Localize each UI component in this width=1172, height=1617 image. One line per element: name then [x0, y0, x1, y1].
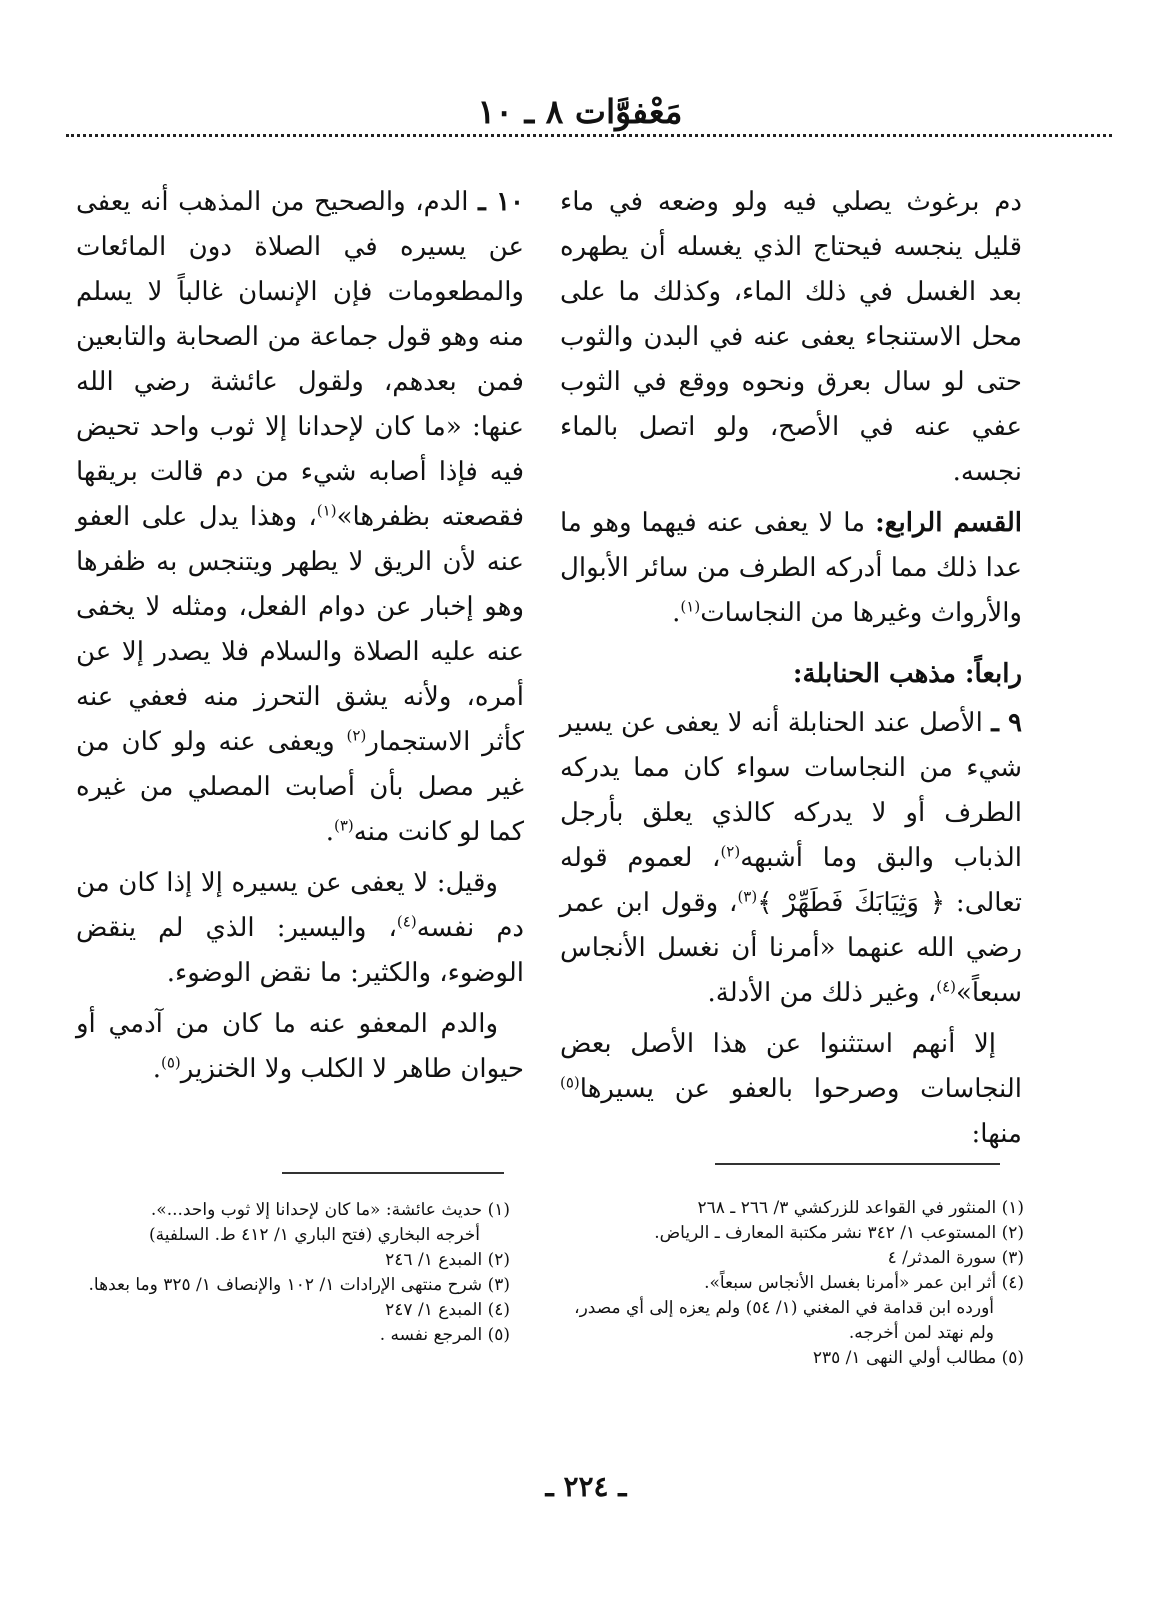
footnote-ref[interactable]: (٤) — [396, 912, 417, 931]
right-text-column — [560, 180, 1022, 1163]
footnote: (٥) المرجع نفسه . — [379, 1325, 510, 1345]
footnote: (٢) المبدع ١/ ٢٤٦ — [385, 1250, 510, 1270]
footnote: (٤) المبدع ١/ ٢٤٧ — [385, 1300, 510, 1320]
paragraph: والدم المعفو عنه ما كان من آدمي أو حيوان طاهر لا الكلب ولا الخنزير$^{(٥)}$. — [76, 1009, 524, 1084]
paragraph: دم برغوث يصلي فيه ولو وضعه في ماء قليل ينجسه فيحتاج الذي يغسله أن يطهره بعد الغسل في ذلك الماء، وكذلك ما على محل الاستنجاء يعفى عنه في البدن والثوب حتى لو سال بعرق ونحوه ووقع في الثوب عفي عنه في الأصح، ولو اتصل بالماء نجسه. — [560, 187, 1022, 487]
section-lead: القسم الرابع: — [875, 508, 1022, 538]
footnote-ref[interactable]: (١) — [680, 597, 701, 616]
footnote-ref[interactable]: (١) — [316, 501, 337, 520]
item-number: ٩ ـ — [991, 708, 1023, 738]
paragraph: ١٠ ـ الدم، والصحيح من المذهب أنه يعفى عن يسيره في الصلاة دون المائعات والمطعومات فإن الإنسان غالباً لا يسلم منه وهو قول جماعة من الصحابة والتابعين فمن بعدهم، ولقول عائشة رضي الله عنها: «ما كان لإحدانا إلا ثوب واحد تحيض فيه فإذا أصابه شيء من دم قالت بريقها فقصعته بظفرها»$^{(١)}$، وهذا يدل على العفو عنه لأن الريق لا يطهر ويتنجس به ظفرها وهو إخبار عن دوام الفعل، ومثله لا يخفى عنه عليه الصلاة والسلام فلا يصدر إلا عن أمره، ولأنه يشق التحرز منه فعفي عنه كأثر الاستجمار$^{(٢)}$ ويعفى عنه ولو كان من غير مصل بأن أصابت المصلي من غيره كما لو كانت منه$^{(٣)}$. — [76, 187, 524, 847]
footnote-continuation: أخرجه البخاري (فتح الباري ١/ ٤١٢ ط. السلفية) — [149, 1225, 480, 1245]
footnote-ref[interactable]: (٥) — [560, 1073, 580, 1092]
paragraph: القسم الرابع: ما لا يعفى عنه فيهما وهو ما عدا ذلك مما أدركه الطرف من سائر الأبوال والأرواث وغيرها من النجاسات$^{(١)}$. — [560, 508, 1022, 628]
footnote-ref[interactable]: (٢) — [346, 726, 367, 745]
page-header-title: مَعْفوَّات ٨ ـ ١٠ — [477, 92, 683, 131]
footnote-ref[interactable]: (٣) — [333, 816, 354, 835]
footnote-ref[interactable]: (٤) — [936, 977, 956, 996]
footnote: (٣) شرح منتهى الإرادات ١/ ١٠٢ والإنصاف ١/ ٣٢٥ وما بعدها. — [88, 1275, 510, 1295]
footnote-ref[interactable]: (٥) — [161, 1053, 181, 1072]
header-dotted-divider — [66, 134, 1112, 137]
paragraph: إلا أنهم استثنوا عن هذا الأصل بعض النجاسات وصرحوا بالعفو عن يسيرها$^{(٥)}$ منها: — [560, 1029, 1022, 1149]
item-number: ١٠ ـ — [478, 187, 524, 217]
footnote: (٥) مطالب أولي النهى ١/ ٢٣٥ — [812, 1348, 1024, 1368]
footnotes-right — [560, 1196, 1024, 1371]
paragraph: ٩ ـ الأصل عند الحنابلة أنه لا يعفى عن يسير شيء من النجاسات سواء كان مما يدركه الطرف أو لا يدركه كالذي يعلق بأرجل الذباب والبق وما أشبهه$^{(٢)}$، لعموم قوله تعالى: ﴿ وَثِيَابَكَ فَطَهِّرْ ﴾$^{(٣)}$، وقول ابن عمر رضي الله عنهما «أمرنا أن نغسل الأنجاس سبعاً»$^{(٤)}$، وغير ذلك من الأدلة. — [560, 708, 1023, 1008]
paragraph: وقيل: لا يعفى عن يسيره إلا إذا كان من دم نفسه$^{(٤)}$، واليسير: الذي لم ينقض الوضوء، والكثير: ما نقض الوضوء. — [76, 868, 524, 988]
footnote-continuation: أورده ابن قدامة في المغني (١/ ٥٤) ولم يعزه إلى أي مصدر، ولم نهتد لمن أخرجه. — [574, 1298, 994, 1343]
footnote-ref[interactable]: (٢) — [720, 842, 741, 861]
footnote-divider-right — [715, 1163, 1000, 1165]
footnote: (٢) المستوعب ١/ ٣٤٢ نشر مكتبة المعارف ـ الرياض. — [654, 1223, 1024, 1243]
footnote: (٤) أثر ابن عمر «أمرنا بغسل الأنجاس سبعاً». — [704, 1273, 1024, 1293]
footnote: (٣) سورة المدثر/ ٤ — [887, 1248, 1024, 1268]
footnote-ref[interactable]: (٣) — [737, 887, 758, 906]
footnote: (١) حديث عائشة: «ما كان لإحدانا إلا ثوب واحد...». — [150, 1200, 510, 1220]
page-number: ـ ٢٢٤ ـ — [545, 1470, 627, 1503]
left-text-column — [76, 180, 524, 1098]
footnotes-left — [76, 1198, 510, 1348]
section-heading: رابعاً: مذهب الحنابلة: — [792, 659, 1022, 689]
footnote: (١) المنثور في القواعد للزركشي ٣/ ٢٦٦ ـ ٢٦٨ — [697, 1198, 1024, 1218]
footnote-divider-left — [282, 1172, 504, 1174]
